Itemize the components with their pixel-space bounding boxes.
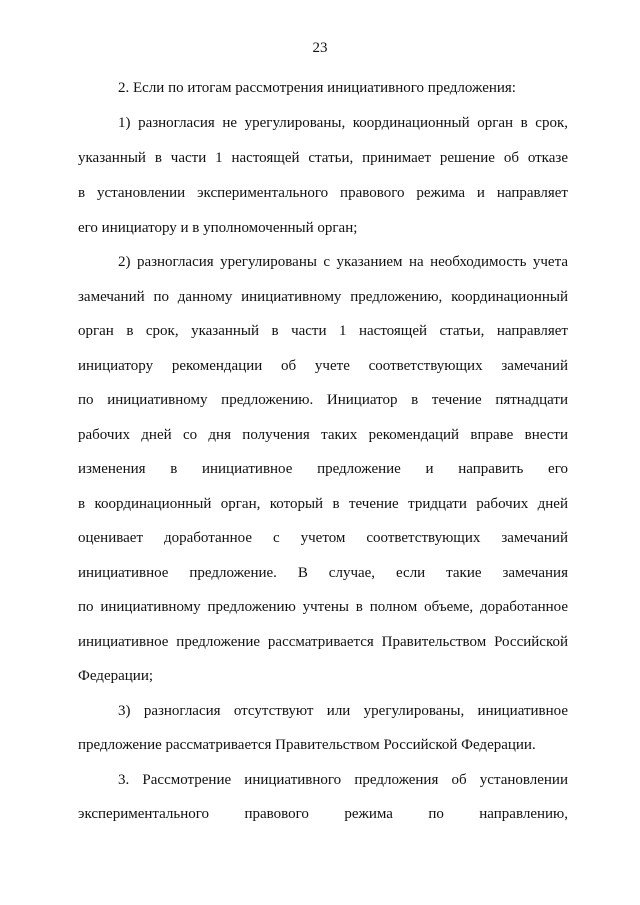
text-line: 2. Если по итогам рассмотрения инициативного предложения: <box>118 80 516 96</box>
text-line: 2) разногласия урегулированы с указанием на необходимость учета <box>118 254 568 270</box>
text-line: в координационный орган, который в течение тридцати рабочих дней <box>78 496 568 512</box>
text-line: инициативное предложение рассматривается Правительством Российской <box>78 634 568 650</box>
text-line: указанный в части 1 настоящей статьи, принимает решение об отказе <box>78 150 568 166</box>
text-line: 3. Рассмотрение инициативного предложения об установлении <box>118 772 568 788</box>
text-line: в установлении экспериментального правового режима и направляет <box>78 185 568 201</box>
page-number: 23 <box>312 40 328 56</box>
text-line: предложение рассматривается Правительством Российской Федерации. <box>78 737 536 753</box>
text-line: по инициативному предложению учтены в полном объеме, доработанное <box>78 599 568 615</box>
text-line: инициатору рекомендации об учете соответствующих замечаний <box>78 358 568 374</box>
text-line: экспериментального правового режима по направлению, <box>78 806 568 822</box>
text-line: 1) разногласия не урегулированы, координационный орган в срок, <box>118 115 568 131</box>
text-line: рабочих дней со дня получения таких рекомендаций вправе внести <box>78 427 568 443</box>
text-line: инициативное предложение. В случае, если такие замечания <box>78 565 568 581</box>
text-line: замечаний по данному инициативному предложению, координационный <box>78 289 568 305</box>
text-line: изменения в инициативное предложение и направить его <box>78 461 568 477</box>
text-line: оценивает доработанное с учетом соответствующих замечаний <box>78 530 568 546</box>
text-line: орган в срок, указанный в части 1 настоящей статьи, направляет <box>78 323 568 339</box>
text-line: его инициатору и в уполномоченный орган; <box>78 220 358 236</box>
text-line: по инициативному предложению. Инициатор в течение пятнадцати <box>78 392 568 408</box>
text-line: Федерации; <box>78 668 154 684</box>
text-line: 3) разногласия отсутствуют или урегулированы, инициативное <box>118 703 568 719</box>
